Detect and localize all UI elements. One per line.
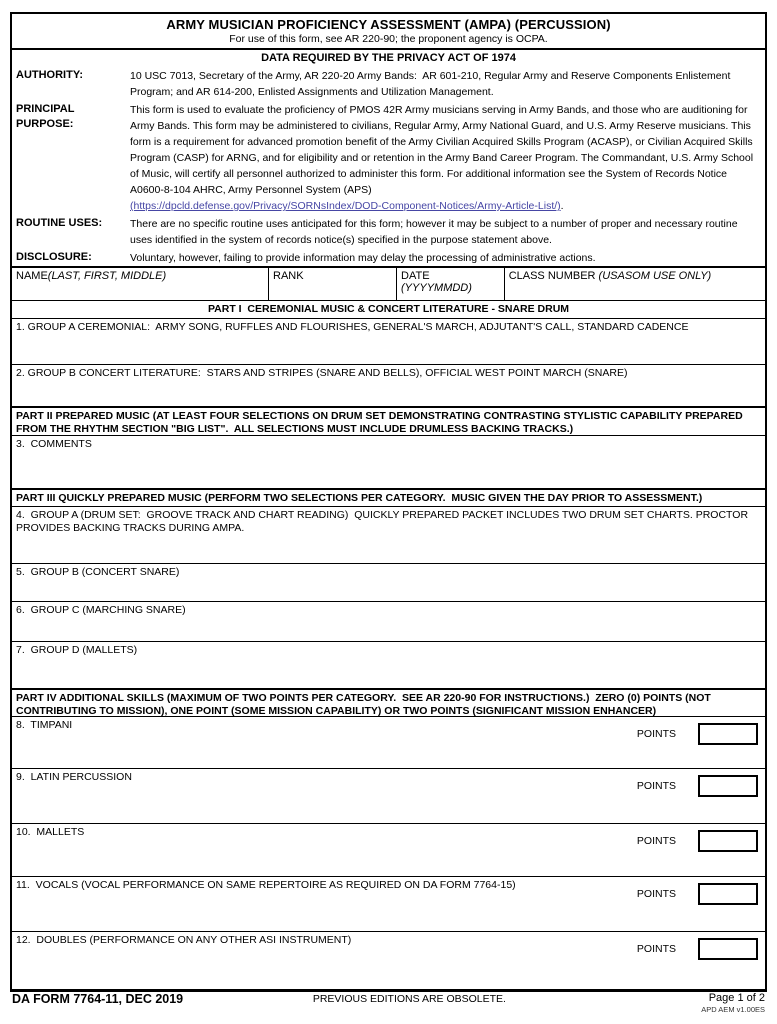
form-number: DA FORM 7764-11, DEC 2019 xyxy=(12,992,184,1006)
item-12-label: 12. DOUBLES (PERFORMANCE ON ANY OTHER ASI INSTRUMENT) xyxy=(16,934,352,946)
points-label: POINTS xyxy=(636,887,676,900)
date-field[interactable] xyxy=(396,268,504,300)
item-3-fill-area[interactable] xyxy=(16,451,761,488)
disclosure-label: DISCLOSURE: xyxy=(16,251,92,263)
authority-label: AUTHORITY: xyxy=(16,69,84,81)
disclosure-text: Voluntary, however, failing to provide information may delay the processing of administrative actions. xyxy=(130,252,596,264)
principal-purpose-text: This form is used to evaluate the proficiency of PMOS 42R Army musicians serving in Army Bands, and those who are auditioning for Army Bands. This form may be administered to civilians, Regular Army, Army National Guard, and U.S. Army Reserve musicians. This form is a requirement for advanced promotion benefit of the Army Civilian Acquired Skills Program (ACASP), or Civilian Acquired Skills Program (CASP) for ARNG, and for eligibility and or retention in the Army Band Career Program. The Commandant, U.S. Army School of Music, will certify all personnel authorized to administer this form. For additional information see the System of Records Notice A0600-8-104 AHRC, Army Personnel System (APS) xyxy=(130,104,756,196)
points-input-mallets[interactable] xyxy=(698,830,758,852)
item-1-group-a-ceremonial[interactable] xyxy=(12,318,765,364)
item-1-fill-area[interactable] xyxy=(16,334,761,364)
item-5-label: 5. GROUP B (CONCERT SNARE) xyxy=(16,566,180,578)
points-label: POINTS xyxy=(636,727,676,740)
item-11-label: 11. VOCALS (VOCAL PERFORMANCE ON SAME REPERTOIRE AS REQUIRED ON DA FORM 7764-15) xyxy=(16,879,516,891)
item-9-latin-percussion xyxy=(12,768,765,823)
form-footer xyxy=(10,990,767,1014)
name-label: NAME xyxy=(16,270,48,282)
points-input-vocals[interactable] xyxy=(698,883,758,905)
item-10-label: 10. MALLETS xyxy=(16,826,85,838)
privacy-act-section xyxy=(12,48,765,266)
item-2-label: 2. GROUP B CONCERT LITERATURE: STARS AND STRIPES (SNARE AND BELLS), OFFICIAL WEST POINT MARCH (SNARE) xyxy=(16,367,628,379)
sorn-link-suffix: . xyxy=(560,200,564,212)
item-5-fill-area[interactable] xyxy=(16,579,761,601)
item-10-mallets xyxy=(12,823,765,876)
item-3-comments[interactable] xyxy=(12,435,765,488)
item-3-label: 3. COMMENTS xyxy=(16,438,92,450)
item-2-group-b-concert[interactable] xyxy=(12,364,765,406)
form-title: ARMY MUSICIAN PROFICIENCY ASSESSMENT (AMPA) (PERCUSSION) xyxy=(166,17,611,32)
points-input-doubles[interactable] xyxy=(698,938,758,960)
item-12-doubles xyxy=(12,931,765,989)
sorn-link[interactable]: (https://dpcld.defense.gov/Privacy/SORNsIndex/DOD-Component-Notices/Army-Article-List/) xyxy=(130,200,561,212)
points-input-timpani[interactable] xyxy=(698,723,758,745)
form-subtitle: For use of this form, see AR 220-90; the proponent agency is OCPA. xyxy=(229,33,548,45)
routine-uses-label: ROUTINE USES: xyxy=(16,217,103,229)
class-number-field[interactable] xyxy=(504,268,765,300)
item-6-fill-area[interactable] xyxy=(16,617,761,641)
name-hint: (LAST, FIRST, MIDDLE) xyxy=(47,270,167,282)
item-4-group-a-drum-set[interactable] xyxy=(12,506,765,563)
rank-label: RANK xyxy=(273,270,304,282)
item-9-label: 9. LATIN PERCUSSION xyxy=(16,771,132,783)
item-8-timpani xyxy=(12,716,765,768)
identity-row xyxy=(12,266,765,300)
class-number-hint: (USASOM USE ONLY) xyxy=(598,270,712,282)
part4-heading: PART IV ADDITIONAL SKILLS (MAXIMUM OF TWO POINTS PER CATEGORY. SEE AR 220-90 FOR INSTRUCTIONS.) ZERO (0) POINTS (NOT CONTRIBUTING TO MISSION), ONE POINT (SOME MISSION CAPABILITY) OR TWO POINTS (SIGNIFICANT MISSION ENHANCER) xyxy=(12,688,765,716)
principal-purpose-row xyxy=(12,102,765,214)
item-8-label: 8. TIMPANI xyxy=(16,719,73,731)
routine-uses-row xyxy=(12,216,765,248)
previous-editions-note: PREVIOUS EDITIONS ARE OBSOLETE. xyxy=(312,993,506,1005)
points-label: POINTS xyxy=(636,779,676,792)
disclosure-row xyxy=(12,250,765,266)
item-7-fill-area[interactable] xyxy=(16,657,761,688)
page-indicator: Page 1 of 2 xyxy=(708,992,765,1004)
item-7-group-d-mallets[interactable] xyxy=(12,641,765,688)
part3-heading: PART III QUICKLY PREPARED MUSIC (PERFORM TWO SELECTIONS PER CATEGORY. MUSIC GIVEN THE DAY PRIOR TO ASSESSMENT.) xyxy=(12,488,765,506)
ampa-form xyxy=(10,12,767,992)
points-label: POINTS xyxy=(636,942,676,955)
authority-row xyxy=(12,68,765,100)
principal-purpose-label: PRINCIPAL PURPOSE: xyxy=(16,103,75,130)
part2-heading: PART II PREPARED MUSIC (AT LEAST FOUR SELECTIONS ON DRUM SET DEMONSTRATING CONTRASTING STYLISTIC CAPABILITY PREPARED FROM THE RHYTHM SECTION "BIG LIST". ALL SELECTIONS MUST INCLUDE DRUMLESS BACKING TRACKS.) xyxy=(12,406,765,435)
title-block xyxy=(12,14,765,48)
item-4-fill-area[interactable] xyxy=(16,535,761,563)
name-field[interactable] xyxy=(12,268,268,300)
item-1-label: 1. GROUP A CEREMONIAL: ARMY SONG, RUFFLES AND FLOURISHES, GENERAL'S MARCH, ADJUTANT'S CALL, STANDARD CADENCE xyxy=(16,321,689,333)
item-11-vocals xyxy=(12,876,765,931)
points-label: POINTS xyxy=(636,834,676,847)
part1-heading: PART I CEREMONIAL MUSIC & CONCERT LITERATURE - SNARE DRUM xyxy=(12,300,765,318)
routine-uses-text: There are no specific routine uses anticipated for this form; however it may be subject to a number of proper and necessary routine uses identified in the system of records notice(s) specified in the purpose statement above. xyxy=(130,218,741,246)
class-number-label: CLASS NUMBER xyxy=(508,270,599,282)
item-6-group-c-marching-snare[interactable] xyxy=(12,601,765,641)
date-label: DATE xyxy=(401,270,433,282)
date-hint: (YYYYMMDD) xyxy=(401,282,472,294)
privacy-act-heading: DATA REQUIRED BY THE PRIVACY ACT OF 1974 xyxy=(261,52,516,64)
apd-version: APD AEM v1.00ES xyxy=(701,1005,765,1014)
item-5-group-b-concert-snare[interactable] xyxy=(12,563,765,601)
points-input-latin-percussion[interactable] xyxy=(698,775,758,797)
item-4-label: 4. GROUP A (DRUM SET: GROOVE TRACK AND CHART READING) QUICKLY PREPARED PACKET INCLUDES TWO DRUM SET CHARTS. PROCTOR PROVIDES BACKING TRACKS DURING AMPA. xyxy=(16,509,751,534)
item-7-label: 7. GROUP D (MALLETS) xyxy=(16,644,138,656)
item-2-fill-area[interactable] xyxy=(16,380,761,406)
authority-text: 10 USC 7013, Secretary of the Army, AR 220-20 Army Bands: AR 601-210, Regular Army and Reserve Components Enlistement Program; and AR 614-200, Enlisted Assignments and Utilization Management. xyxy=(130,70,734,98)
item-6-label: 6. GROUP C (MARCHING SNARE) xyxy=(16,604,186,616)
rank-field[interactable] xyxy=(268,268,396,300)
